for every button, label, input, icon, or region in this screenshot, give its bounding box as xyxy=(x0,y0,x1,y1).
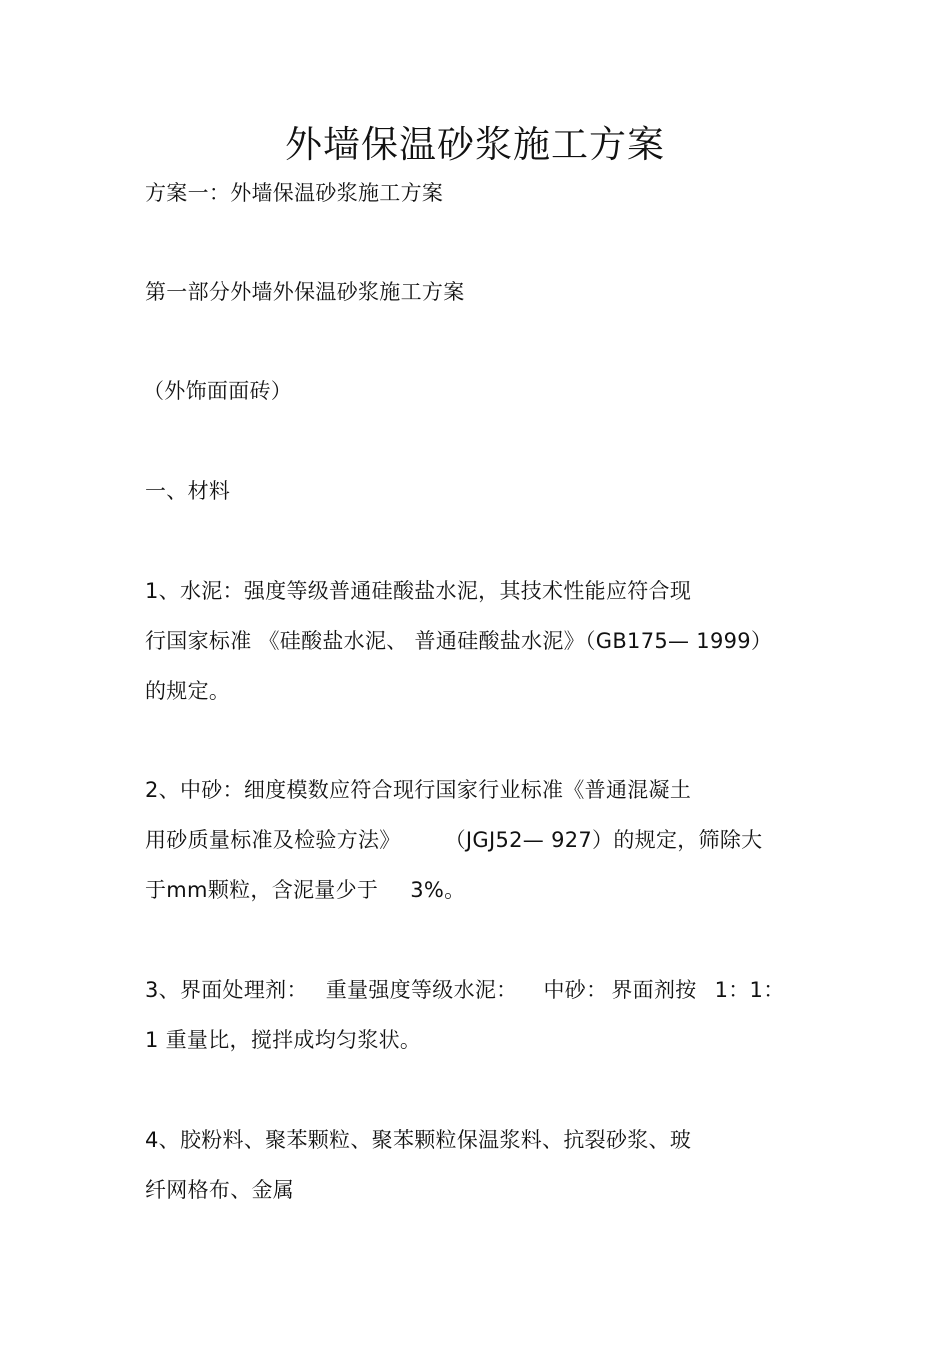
paragraph-scheme-one: 方案一：外墙保温砂浆施工方案 xyxy=(145,181,444,205)
item-3-text-b: 重量强度等级水泥： xyxy=(325,978,518,1002)
paragraph-facing-note: （外饰面面砖） xyxy=(143,379,293,403)
item-1-line-2: 行国家标准 《硅酸盐水泥、 普通硅酸盐水泥》（GB175— 1999） xyxy=(145,629,773,653)
item-3-text-a: 3、界面处理剂： xyxy=(145,978,308,1002)
item-3-text-e: 1：1： xyxy=(714,978,785,1002)
item-4-line-2: 纤网格布、金属 xyxy=(145,1178,295,1202)
item-2-line-2-text-a: 用砂质量标准及检验方法》 xyxy=(145,828,401,852)
item-3-line-2: 1 重量比，搅拌成均匀浆状。 xyxy=(145,1028,422,1052)
item-2-line-1: 2、中砂：细度模数应符合现行国家行业标准《普通混凝土 xyxy=(145,778,692,802)
document-title: 外墙保温砂浆施工方案 xyxy=(285,123,665,166)
item-3-text-c: 中砂： xyxy=(543,978,608,1002)
item-4-line-1: 4、胶粉料、聚苯颗粒、聚苯颗粒保温浆料、抗裂砂浆、玻 xyxy=(145,1128,692,1152)
item-2-line-3-text-a: 于mm颗粒，含泥量少于 xyxy=(145,878,379,902)
item-1-line-3: 的规定。 xyxy=(145,679,231,703)
item-2-line-2 xyxy=(145,825,762,855)
paragraph-part-one: 第一部分外墙外保温砂浆施工方案 xyxy=(145,280,465,304)
item-3-text-d: 界面剂按 xyxy=(611,978,697,1002)
item-1-line-1: 1、水泥：强度等级普通硅酸盐水泥，其技术性能应符合现 xyxy=(145,579,692,603)
item-2-line-3 xyxy=(145,875,465,905)
item-2-line-3-text-b: 3%。 xyxy=(410,878,466,902)
item-2-line-2-text-b: （JGJ52— 927）的规定，筛除大 xyxy=(444,828,763,852)
item-3-line-1 xyxy=(145,975,785,1005)
section-heading-materials: 一、材料 xyxy=(145,479,231,503)
